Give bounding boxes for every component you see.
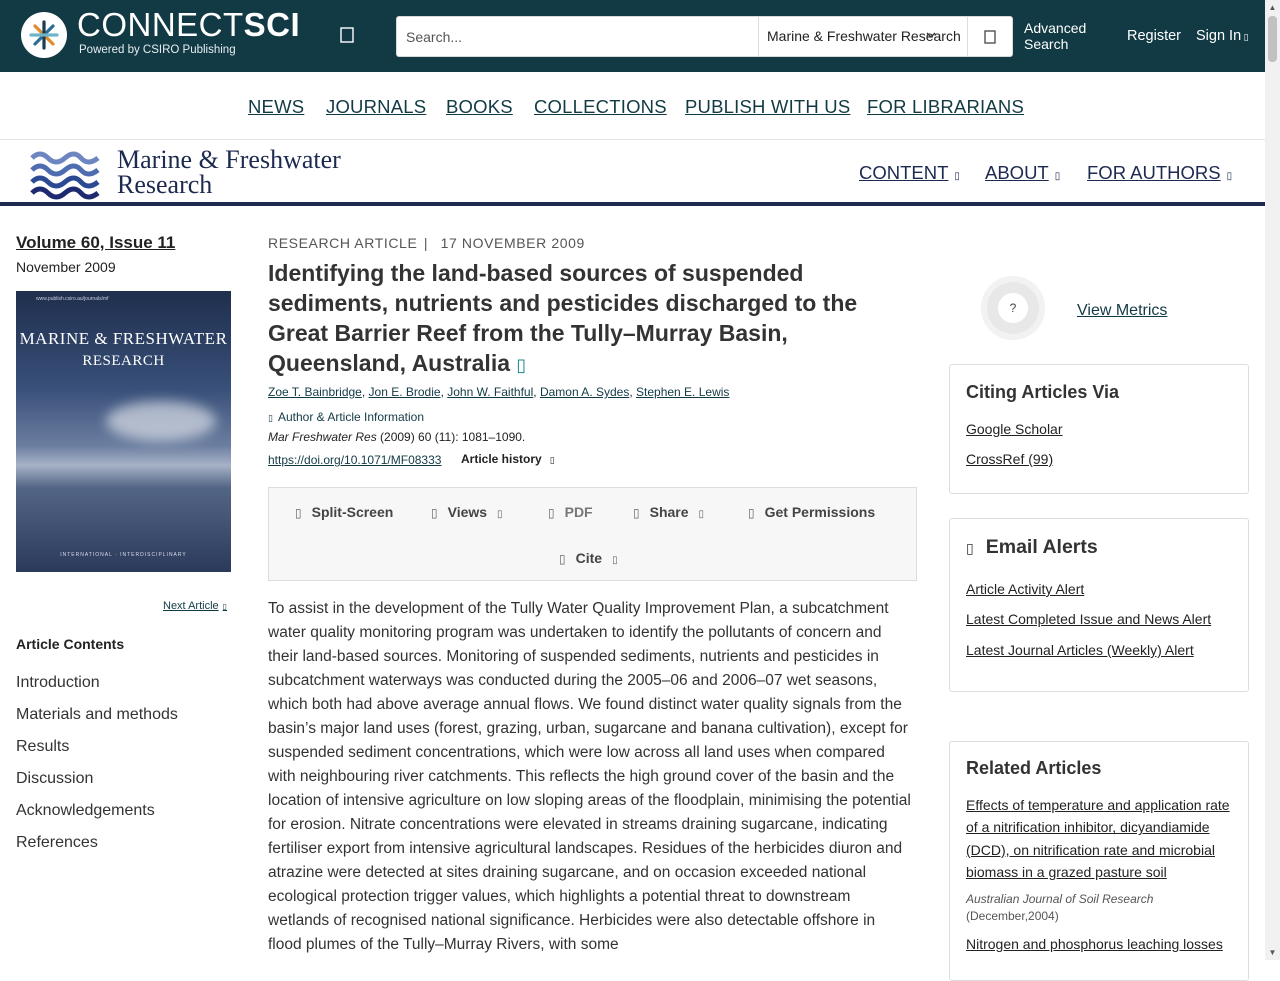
citing-articles-panel (949, 364, 1249, 494)
article-activity-alert-link[interactable]: Article Activity Alert (966, 581, 1085, 597)
issue-date: November 2009 (16, 259, 116, 275)
journal-nav-for-authors[interactable]: FOR AUTHORS ▯ (1087, 162, 1233, 183)
main-nav (0, 72, 1265, 140)
nav-journals[interactable]: JOURNALS (326, 96, 427, 117)
dropdown-icon: ▯ (549, 455, 555, 465)
author-link[interactable]: Stephen E. Lewis (636, 385, 730, 399)
search-box (396, 16, 1013, 57)
google-scholar-link[interactable]: Google Scholar (966, 421, 1063, 437)
dropdown-icon: ▯ (698, 509, 705, 520)
view-metrics-link[interactable]: View Metrics (1077, 302, 1168, 319)
nav-for-librarians[interactable]: FOR LIBRARIANS (867, 96, 1024, 117)
journal-title[interactable] (117, 147, 341, 197)
cover-cloud (106, 401, 216, 441)
views-icon: ▯ (431, 506, 438, 520)
search-button[interactable] (967, 17, 1012, 56)
article-date: 17 NOVEMBER 2009 (440, 235, 585, 251)
article-contents-list (16, 674, 178, 866)
email-alerts-heading: ▯ Email Alerts (966, 536, 1098, 558)
author-link[interactable]: Damon A. Sydes (539, 385, 630, 399)
register-link[interactable]: Register (1127, 28, 1181, 44)
cite-icon: ▯ (559, 552, 566, 566)
toc-introduction[interactable]: Introduction (16, 674, 100, 691)
next-article-link[interactable]: Next Article ▯ (163, 600, 228, 612)
article-contents-heading: Article Contents (16, 636, 125, 652)
related-article-link[interactable]: Nitrogen and phosphorus leaching losses (966, 936, 1223, 952)
split-screen-icon: ▯ (295, 506, 302, 520)
search-icon (984, 28, 996, 44)
pdf-icon: ▯ (548, 506, 555, 520)
related-articles-panel (949, 741, 1249, 981)
journal-logo-waves-icon[interactable] (32, 150, 98, 196)
views-button[interactable]: ▯ Views ▯ (431, 504, 503, 520)
connectsci-logo-icon[interactable] (21, 12, 67, 58)
chevron-right-icon: ▯ (222, 602, 228, 611)
scrollbar-thumb[interactable] (1268, 16, 1277, 62)
crossref-link[interactable]: CrossRef (99) (966, 451, 1054, 467)
author-link[interactable]: Jon E. Brodie (368, 385, 441, 399)
advanced-search-link[interactable]: Advanced Search (1024, 20, 1087, 52)
pdf-button[interactable]: ▯ PDF (548, 504, 593, 520)
related-articles-heading: Related Articles (966, 758, 1102, 778)
dropdown-icon: ▯ (497, 509, 503, 520)
search-scope-value: Marine & Freshwater Research (767, 28, 961, 44)
related-article-link[interactable]: Effects of temperature and application rate of a nitrification inhibitor, dicyandiamide (DCD), on nitrification rate and microbial biomass in a grazed pasture soil (966, 797, 1230, 880)
scroll-down-arrow-icon[interactable]: ▼ (1268, 948, 1277, 957)
share-icon: ▯ (633, 506, 640, 520)
cover-title: MARINE & FRESHWATER (19, 329, 228, 348)
dropdown-icon: ▯ (1054, 171, 1061, 182)
journal-title-line1: Marine & Freshwater (117, 145, 341, 174)
chevron-down-icon (926, 27, 936, 42)
connectsci-wordmark[interactable]: CONNECTSCI (77, 6, 301, 43)
email-alerts-panel (949, 518, 1249, 692)
permissions-icon: ▯ (748, 506, 755, 520)
meta-separator: | (423, 235, 429, 251)
menu-icon[interactable] (340, 26, 356, 46)
nav-news[interactable]: NEWS (248, 96, 305, 117)
journal-title-line2: Research (117, 170, 213, 199)
logo-tagline: Powered by CSIRO Publishing (79, 44, 236, 56)
nav-collections[interactable]: COLLECTIONS (534, 96, 667, 117)
issue-volume-link[interactable]: Volume 60, Issue 11 (16, 233, 176, 252)
search-scope-select[interactable] (758, 17, 970, 56)
get-permissions-button[interactable]: ▯ Get Permissions (748, 504, 876, 520)
latest-issue-alert-link[interactable]: Latest Completed Issue and News Alert (966, 611, 1212, 627)
citing-articles-heading: Citing Articles Via (966, 382, 1120, 402)
cover-url: www.publish.csiro.au/journals/mf (36, 296, 109, 302)
dropdown-icon: ▯ (612, 555, 618, 566)
author-list: Zoe T. Bainbridge, Jon E. Brodie, John W. Faithful, Damon A. Sydes, Stephen E. Lewis (268, 385, 730, 399)
author-link[interactable]: John W. Faithful (447, 385, 534, 399)
journal-nav-about[interactable]: ABOUT ▯ (985, 162, 1061, 183)
article-type: RESEARCH ARTICLE (268, 235, 418, 251)
issue-cover-image[interactable] (16, 291, 231, 572)
article-toolbar (268, 487, 917, 581)
toc-references[interactable]: References (16, 834, 98, 851)
page-scrollbar[interactable] (1265, 0, 1280, 960)
nav-publish-with-us[interactable]: PUBLISH WITH US (685, 96, 851, 117)
expand-icon: ▯ (268, 413, 273, 423)
cite-button[interactable]: ▯ Cite ▯ (559, 550, 618, 566)
article-meta (268, 235, 585, 251)
related-article-date: (December,2004) (966, 909, 1059, 923)
dropdown-icon: ▯ (954, 171, 960, 182)
scroll-up-arrow-icon[interactable]: ▲ (1268, 3, 1277, 12)
toc-discussion[interactable]: Discussion (16, 770, 94, 787)
article-title: Identifying the land-based sources of suspended sediments, nutrients and pesticides discharged to the Great Barrier Reef from the Tully–Murray Basin, Queensland, Australia ▯ (268, 260, 858, 376)
nav-books[interactable]: BOOKS (446, 96, 513, 117)
journal-nav-content[interactable]: CONTENT ▯ (859, 162, 960, 183)
toc-results[interactable]: Results (16, 738, 70, 755)
share-button[interactable]: ▯ Share ▯ (633, 504, 705, 520)
citation-line: Mar Freshwater Res (2009) 60 (11): 1081–1090. (268, 430, 526, 444)
bell-icon: ▯ (966, 540, 974, 556)
open-access-icon: ▯ (516, 355, 527, 375)
cover-subtitle: RESEARCH (82, 353, 165, 369)
doi-link[interactable]: https://doi.org/10.1071/MF08333 (268, 453, 442, 467)
related-article-journal: Australian Journal of Soil Research (966, 892, 1154, 906)
article-history-toggle[interactable]: Article history ▯ (461, 452, 555, 466)
altmetric-badge[interactable]: ? (981, 276, 1045, 340)
author-link[interactable]: Zoe T. Bainbridge (268, 385, 362, 399)
author-info-toggle[interactable]: ▯ Author & Article Information (268, 410, 425, 424)
dropdown-icon: ▯ (1226, 171, 1233, 182)
toc-acknowledgements[interactable]: Acknowledgements (16, 802, 155, 819)
search-input[interactable] (397, 17, 757, 56)
latest-articles-alert-link[interactable]: Latest Journal Articles (Weekly) Alert (966, 642, 1194, 658)
sign-in-link[interactable]: Sign In ▯ (1196, 28, 1249, 44)
top-bar (0, 0, 1265, 72)
article-abstract: To assist in the development of the Tully Water Quality Improvement Plan, a subcatchment water quality monitoring program was undertaken to identify the pollutants of concern and their land-based sources. Monitoring of suspended sediments, nutrients and pesticides in subcatchment waterways was conducted during the 2005–06 and 2006–07 wet seasons, which both had above average annual flows. We found distinct water quality signals from the basin’s major land uses (forest, grazing, urban, sugarcane and banana cultivation), except for suspended sediment concentrations, which were low across all land uses when compared with neighbouring river catchments. This reflects the high ground cover of the basin and the location of intensive agriculture on low sloping areas of the floodplain, minimising the potential for erosion. Nitrate concentrations were elevated in streams draining sugarcane, indicating fertiliser export from intensive agricultural landscapes. Residues of the herbicides diuron and atrazine were detected at sites draining sugarcane, and on occasion exceeded national ecological protection trigger values, which highlights a potential threat to downstream wetlands of recognised national significance. Herbicides were also detectable offshore in flood plumes of the Tully–Murray Rivers, with some (268, 600, 911, 953)
toc-materials-and-methods[interactable]: Materials and methods (16, 706, 178, 723)
journal-header (0, 140, 1265, 206)
split-screen-button[interactable]: ▯ Split-Screen (295, 504, 394, 520)
sign-in-icon: ▯ (1241, 32, 1249, 42)
cover-footer: INTERNATIONAL · INTERDISCIPLINARY (60, 552, 187, 558)
